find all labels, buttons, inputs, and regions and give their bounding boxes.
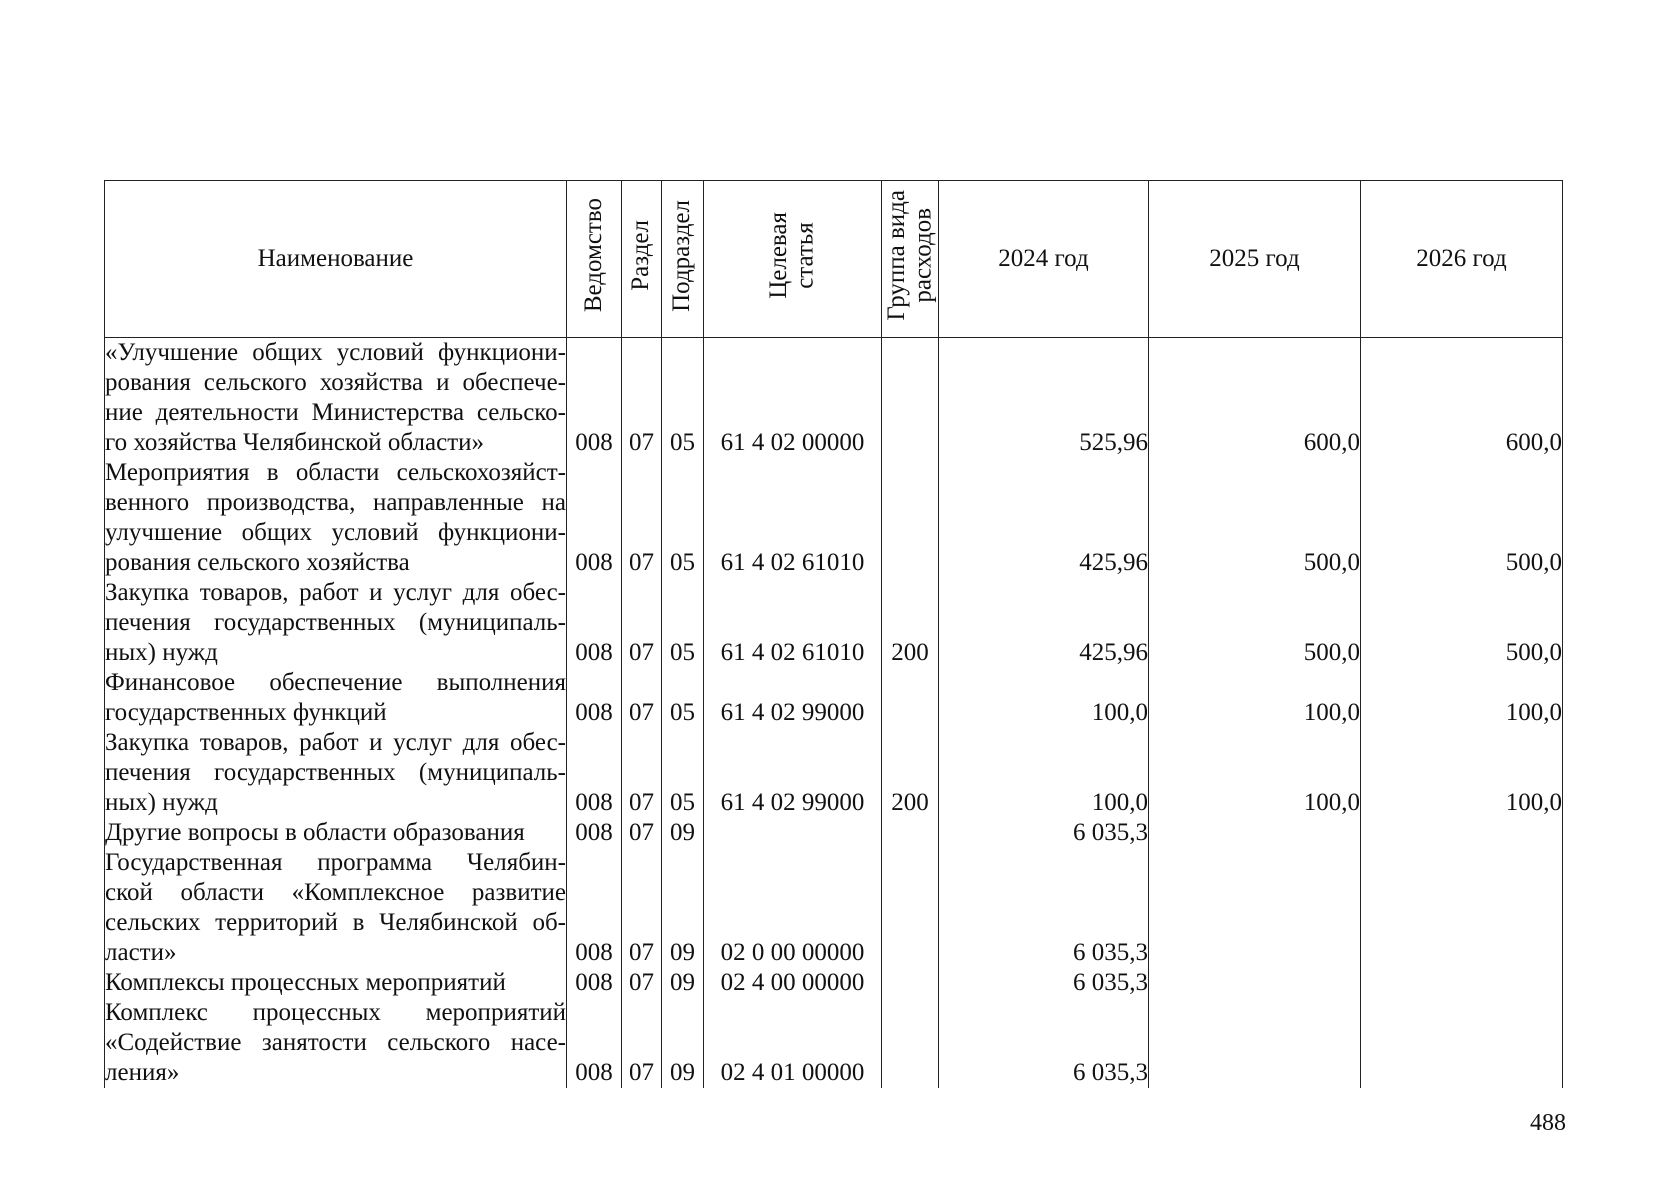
cell-cs: 61 4 02 61010 [704,458,882,578]
cell-cs: 61 4 02 99000 [704,728,882,818]
cell-y2024: 6 035,3 [939,818,1149,848]
cell-vr: 200 [882,728,939,818]
cell-ved: 008 [567,338,622,459]
cell-pr: 05 [662,338,704,459]
row-name-line: рования сельского хозяйства [105,549,410,576]
cell-y2025: 100,0 [1149,728,1361,818]
cell-y2024: 425,96 [939,458,1149,578]
cell-pr: 05 [662,578,704,668]
cell-cs: 61 4 02 99000 [704,668,882,728]
cell-y2025 [1149,968,1361,998]
cell-y2024: 525,96 [939,338,1149,459]
page-number: 488 [1530,1110,1566,1136]
cell-ved: 008 [567,728,622,818]
row-name-line: го хозяйства Челябинской области» [105,429,484,456]
row-name [105,338,567,459]
cell-cs: 02 4 00 00000 [704,968,882,998]
row-name [105,818,567,848]
row-name-line: Комплекс процессных мероприятий [105,999,566,1026]
cell-vr [882,848,939,968]
cell-ved: 008 [567,668,622,728]
cell-y2026 [1361,968,1563,998]
row-name-line: печения государственных (муниципаль- [105,609,566,636]
cell-y2026: 100,0 [1361,668,1563,728]
header-name: Наименование [105,181,567,338]
row-name [105,668,567,728]
table-row [105,578,1563,668]
cell-y2024: 100,0 [939,728,1149,818]
row-name [105,578,567,668]
row-name-line: Комплексы процессных мероприятий [105,969,506,996]
table-header-row [105,181,1563,338]
row-name-line: сельских территорий в Челябинской об- [105,909,566,936]
row-name-line: венного производства, направленные на [105,489,566,516]
row-name-line: «Содействие занятости сельского насе- [105,1029,566,1056]
cell-rz: 07 [622,458,662,578]
cell-y2024: 6 035,3 [939,968,1149,998]
cell-y2025: 600,0 [1149,338,1361,459]
cell-ved: 008 [567,458,622,578]
cell-cs: 02 0 00 00000 [704,848,882,968]
cell-cs: 61 4 02 61010 [704,578,882,668]
header-2026: 2026 год [1361,181,1563,338]
row-name [105,968,567,998]
cell-rz: 07 [622,578,662,668]
cell-y2026 [1361,998,1563,1088]
row-name-line: Государственная программа Челябин- [105,849,566,876]
row-name-line: ных) нужд [105,789,218,816]
cell-y2024: 425,96 [939,578,1149,668]
header-vedomstvo: Ведомство [567,181,622,338]
cell-rz: 07 [622,338,662,459]
cell-ved: 008 [567,818,622,848]
table-row [105,818,1563,848]
cell-ved: 008 [567,848,622,968]
cell-cs: 61 4 02 00000 [704,338,882,459]
cell-rz: 07 [622,668,662,728]
row-name-line: Финансовое обеспечение выполнения [105,669,566,696]
cell-pr: 09 [662,818,704,848]
row-name-line: улучшение общих условий функциони- [105,519,566,546]
header-gruppa-vida-rashodov: Группа вида расходов [882,181,939,338]
row-name-line: Другие вопросы в области образования [105,819,525,846]
cell-ved: 008 [567,968,622,998]
row-name-line: ние деятельности Министерства сельско- [105,399,566,426]
cell-rz: 07 [622,998,662,1088]
row-name-line: государственных функций [105,699,387,726]
row-name [105,458,567,578]
row-name-line: ласти» [105,939,177,966]
cell-y2024: 6 035,3 [939,848,1149,968]
cell-y2024: 100,0 [939,668,1149,728]
row-name [105,998,567,1088]
cell-vr [882,338,939,459]
cell-pr: 05 [662,668,704,728]
cell-pr: 09 [662,998,704,1088]
cell-ved: 008 [567,578,622,668]
table-row [105,728,1563,818]
cell-vr [882,668,939,728]
table-row [105,968,1563,998]
cell-y2025 [1149,998,1361,1088]
cell-y2025 [1149,848,1361,968]
row-name-line: рования сельского хозяйства и обеспече- [105,369,566,396]
table-row [105,668,1563,728]
cell-y2025: 100,0 [1149,668,1361,728]
cell-rz: 07 [622,968,662,998]
cell-y2025: 500,0 [1149,458,1361,578]
cell-cs: 02 4 01 00000 [704,998,882,1088]
row-name [105,728,567,818]
header-2025: 2025 год [1149,181,1361,338]
header-podrazdel: Подраздел [662,181,704,338]
cell-vr: 200 [882,578,939,668]
cell-rz: 07 [622,818,662,848]
cell-y2025 [1149,818,1361,848]
cell-y2026: 600,0 [1361,338,1563,459]
row-name [105,848,567,968]
cell-pr: 09 [662,968,704,998]
cell-y2026: 500,0 [1361,458,1563,578]
header-2024: 2024 год [939,181,1149,338]
row-name-line: «Улучшение общих условий функциони- [105,339,566,366]
cell-vr [882,998,939,1088]
cell-y2026: 500,0 [1361,578,1563,668]
cell-cs [704,818,882,848]
cell-y2026 [1361,818,1563,848]
cell-y2026: 100,0 [1361,728,1563,818]
cell-rz: 07 [622,728,662,818]
cell-vr [882,458,939,578]
cell-pr: 05 [662,728,704,818]
header-celevaya-statya: Целевая статья [704,181,882,338]
row-name-line: Закупка товаров, работ и услуг для обес- [105,579,566,606]
cell-pr: 05 [662,458,704,578]
table-row [105,338,1563,459]
budget-table [104,180,1563,1088]
table-row [105,998,1563,1088]
table-row [105,458,1563,578]
cell-pr: 09 [662,848,704,968]
cell-y2024: 6 035,3 [939,998,1149,1088]
cell-rz: 07 [622,848,662,968]
cell-y2025: 500,0 [1149,578,1361,668]
table-row [105,848,1563,968]
row-name-line: ления» [105,1059,180,1086]
row-name-line: ных) нужд [105,639,218,666]
row-name-line: ской области «Комплексное развитие [105,879,566,906]
cell-y2026 [1361,848,1563,968]
row-name-line: Мероприятия в области сельскохозяйст- [105,459,566,486]
table-body [105,338,1563,1089]
cell-vr [882,968,939,998]
header-razdel: Раздел [622,181,662,338]
row-name-line: печения государственных (муниципаль- [105,759,566,786]
cell-ved: 008 [567,998,622,1088]
cell-vr [882,818,939,848]
row-name-line: Закупка товаров, работ и услуг для обес- [105,729,566,756]
